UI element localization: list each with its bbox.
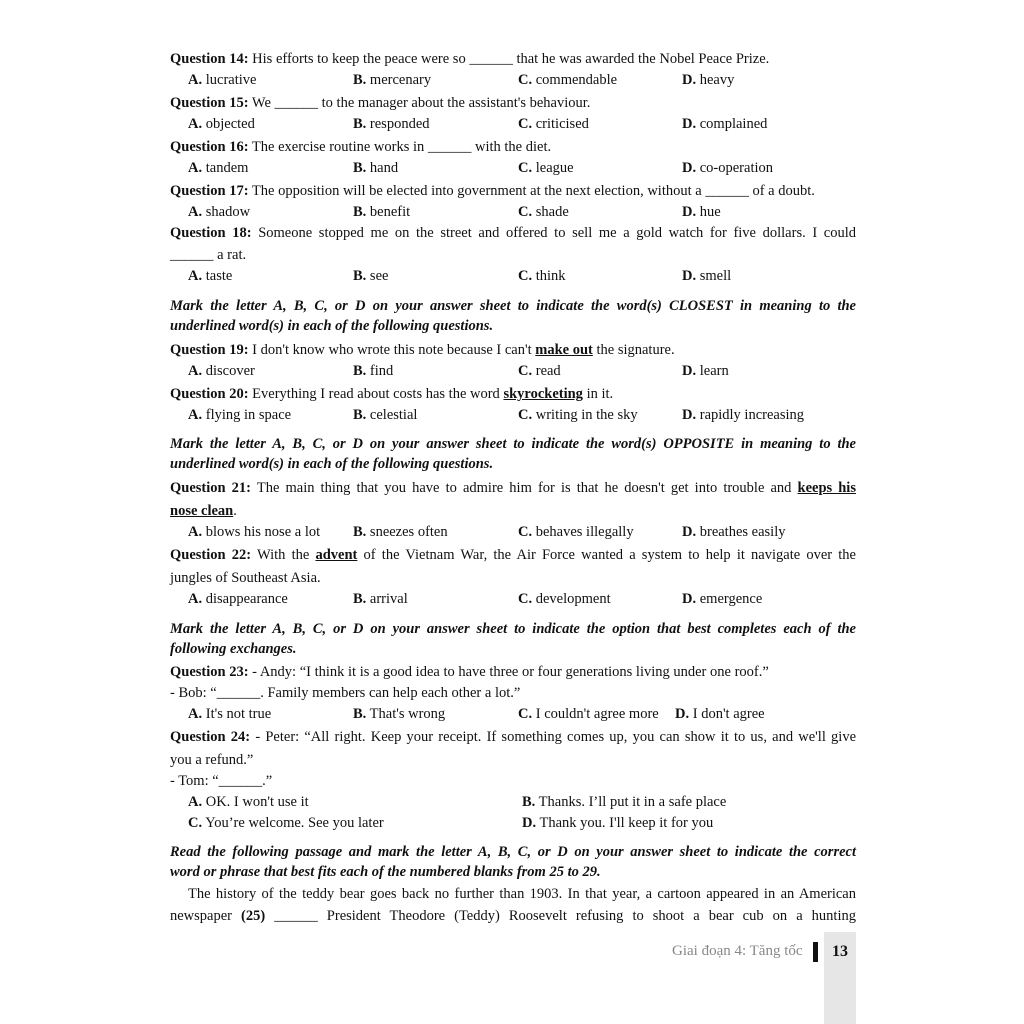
underlined-word: keeps his — [797, 480, 856, 496]
question-label: Question 16: — [170, 139, 249, 155]
question-label: Question 18: — [170, 225, 252, 241]
option-c: C. commendable — [518, 72, 618, 88]
question-24-cont: you a refund.” — [170, 752, 254, 768]
option-c: C. think — [518, 268, 566, 284]
question-label: Question 24: — [170, 729, 251, 745]
instruction-passage: Read the following passage and mark the letter A, B, C, or D on your answer sheet to indicate the correct word or phrase that best fits each of the numbered blanks from 25 to 29. — [170, 844, 856, 880]
question-23: Question 23: - Andy: “I think it is a good idea to have three or four generations living under one roof.” — [170, 664, 769, 680]
option-a: A. lucrative — [188, 72, 257, 88]
question-22: Question 22: With the advent of the Vietnam War, the Air Force wanted a system to help it navigate over the — [170, 547, 856, 563]
passage — [170, 883, 856, 927]
option-a: A. It's not true — [188, 706, 272, 722]
option-d: D. rapidly increasing — [682, 407, 805, 423]
option-b: B. see — [353, 268, 389, 284]
question-23-reply: - Bob: “______. Family members can help each other a lot.” — [170, 685, 521, 701]
option-c: C. behaves illegally — [518, 524, 634, 540]
passage-line-2: newspaper (25) ______ President Theodore (Teddy) Roosevelt refusing to shoot a bear cub on a hunting — [170, 908, 856, 924]
underlined-word: nose clean — [170, 503, 234, 519]
option-d: D. emergence — [682, 591, 763, 607]
question-label: Question 21: — [170, 480, 252, 496]
option-b: B. sneezes often — [353, 524, 448, 540]
option-a: A. disappearance — [188, 591, 288, 607]
question-label: Question 22: — [170, 547, 252, 563]
option-c: C. writing in the sky — [518, 407, 638, 423]
option-c: C. shade — [518, 204, 569, 220]
question-text: Someone stopped me on the street and offered to sell me a gold watch for five dollars. I could — [258, 225, 857, 241]
option-d: D. Thank you. I'll keep it for you — [522, 815, 714, 831]
option-a: A. shadow — [188, 204, 251, 220]
passage-line-1: The history of the teddy bear goes back no further than 1903. In that year, a cartoon appeared in an American — [188, 886, 856, 902]
underlined-word: advent — [315, 547, 358, 563]
question-label: Question 17: — [170, 183, 249, 199]
option-c: C. league — [518, 160, 574, 176]
option-c: C. criticised — [518, 116, 589, 132]
question-text: The opposition will be elected into government at the next election, without a ______ of a doubt. — [251, 183, 815, 199]
option-a: A. tandem — [188, 160, 249, 176]
instruction-exchanges: Mark the letter A, B, C, or D on your answer sheet to indicate the option that best completes each of the following exchanges. — [170, 621, 856, 657]
option-b: B. benefit — [353, 204, 411, 220]
underlined-word: make out — [535, 342, 593, 358]
question-label: Question 15: — [170, 95, 249, 111]
question-label: Question 23: — [170, 664, 249, 680]
question-21-cont: nose clean. — [170, 503, 237, 519]
option-d: D. co-operation — [682, 160, 774, 176]
question-label: Question 14: — [170, 51, 249, 67]
option-c: C. You’re welcome. See you later — [188, 815, 384, 831]
option-a: A. OK. I won't use it — [188, 794, 309, 810]
question-21: Question 21: The main thing that you have to admire him for is that he doesn't get into trouble and keeps his — [170, 480, 856, 496]
question-18 — [170, 224, 856, 242]
option-d: D. smell — [682, 268, 732, 284]
option-a: A. taste — [188, 268, 233, 284]
option-b: B. find — [353, 363, 394, 379]
question-18-cont: ______ a rat. — [170, 247, 247, 263]
option-c: C. development — [518, 591, 611, 607]
question-label: Question 19: — [170, 342, 249, 358]
instruction-closest: Mark the letter A, B, C, or D on your answer sheet to indicate the word(s) CLOSEST in meaning to the underlined word(s) in each of the following questions. — [170, 298, 856, 334]
option-d: D. hue — [682, 204, 721, 220]
question-text: The exercise routine works in ______ with the diet. — [251, 139, 552, 155]
option-b: B. mercenary — [353, 72, 432, 88]
question-17 — [170, 182, 815, 200]
option-d: D. learn — [682, 363, 729, 379]
question-20: Question 20: Everything I read about costs has the word skyrocketing in it. — [170, 386, 614, 402]
underlined-word: skyrocketing — [503, 386, 583, 402]
option-c: C. I couldn't agree more — [518, 706, 659, 722]
option-d: D. breathes easily — [682, 524, 786, 540]
blank-number: (25) — [241, 908, 266, 924]
option-b: B. celestial — [353, 407, 418, 423]
option-d: D. heavy — [682, 72, 735, 88]
question-24-reply: - Tom: “______.” — [170, 773, 273, 789]
question-22-cont: jungles of Southeast Asia. — [170, 570, 321, 586]
option-a: A. flying in space — [188, 407, 292, 423]
question-label: Question 20: — [170, 386, 249, 402]
option-a: A. discover — [188, 363, 255, 379]
option-c: C. read — [518, 363, 561, 379]
option-b: B. That's wrong — [353, 706, 446, 722]
page-number: 13 — [832, 943, 848, 960]
option-b: B. arrival — [353, 591, 408, 607]
option-a: A. objected — [188, 116, 255, 132]
question-text: We ______ to the manager about the assistant's behaviour. — [251, 95, 591, 111]
question-14 — [170, 50, 769, 68]
question-16 — [170, 138, 551, 156]
option-b: B. hand — [353, 160, 399, 176]
question-24: Question 24: - Peter: “All right. Keep your receipt. If something comes up, you can show it to us, and we'll give — [170, 729, 857, 745]
option-b: B. responded — [353, 116, 430, 132]
question-15 — [170, 94, 590, 112]
footer-divider — [813, 942, 818, 962]
option-d: D. complained — [682, 116, 768, 132]
option-a: A. blows his nose a lot — [188, 524, 321, 540]
option-d: D. I don't agree — [675, 706, 765, 722]
option-b: B. Thanks. I’ll put it in a safe place — [522, 794, 727, 810]
footer-section-title: Giai đoạn 4: Tăng tốc — [672, 943, 803, 959]
instruction-opposite: Mark the letter A, B, C, or D on your answer sheet to indicate the word(s) OPPOSITE in meaning to the underlined word(s) in each of the following questions. — [170, 436, 856, 472]
question-19: Question 19: I don't know who wrote this note because I can't make out the signature. — [170, 342, 675, 358]
question-text: His efforts to keep the peace were so ______ that he was awarded the Nobel Peace Prize. — [252, 51, 770, 67]
